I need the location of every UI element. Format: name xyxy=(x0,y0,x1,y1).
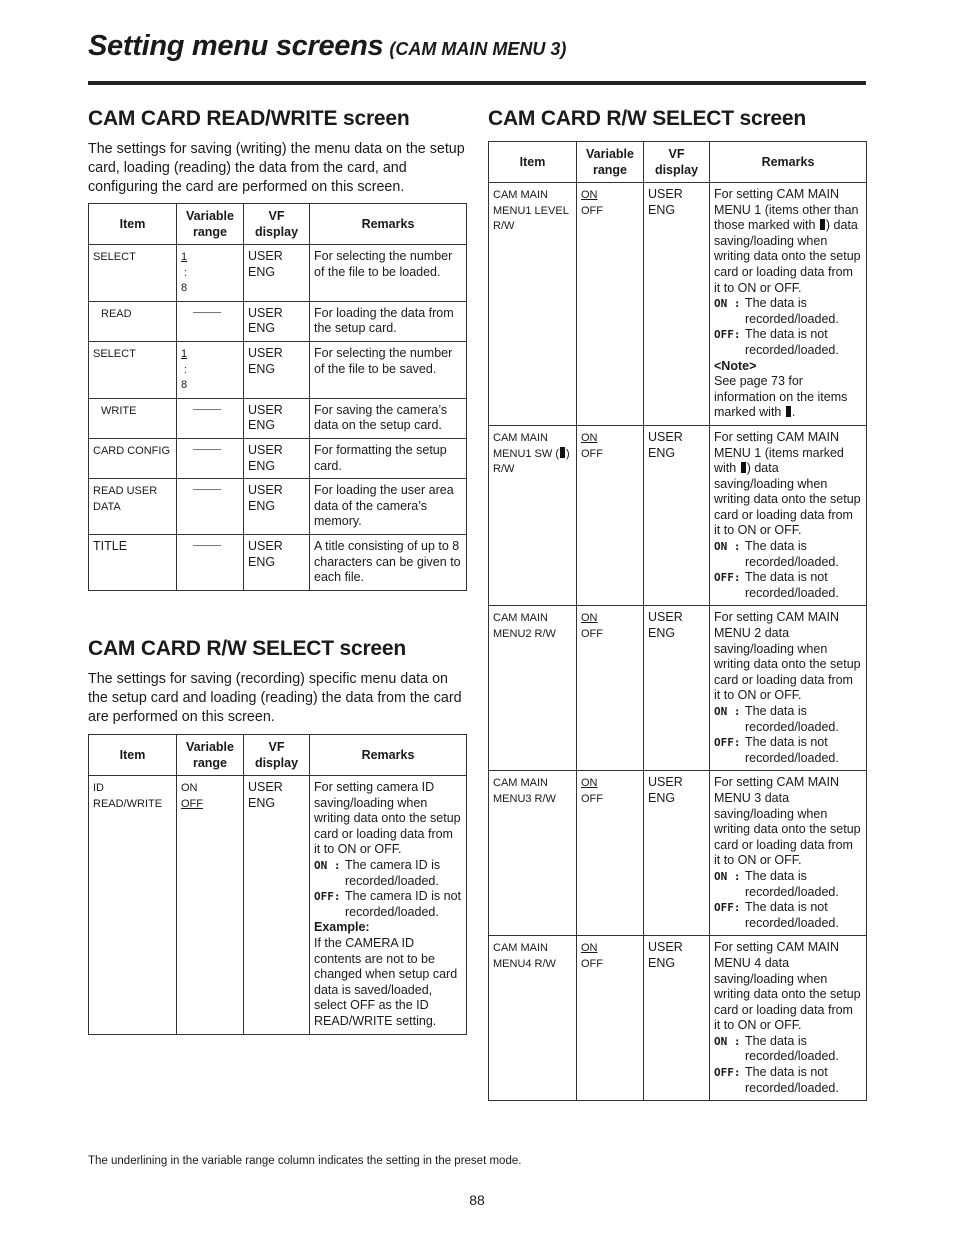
range-off: OFF xyxy=(181,797,203,810)
table-row xyxy=(489,771,867,936)
off-text: The data is not recorded/loaded. xyxy=(745,1065,839,1095)
table-row xyxy=(489,183,867,426)
item-cell xyxy=(489,425,577,606)
vf-cell: USER ENG xyxy=(644,771,710,936)
on-key: ON : xyxy=(314,858,341,872)
remarks-part: ) data saving/loading when writing data onto the setup card or loading data from it to ON or OFF. xyxy=(714,218,861,295)
vf-cell: USER ENG xyxy=(644,936,710,1101)
item-cell: CARD CONFIG xyxy=(89,438,177,478)
range-cell xyxy=(577,936,644,1101)
table-row xyxy=(89,301,467,341)
note-part: See page 73 for information on the items marked with xyxy=(714,374,848,420)
vf-cell: USER ENG xyxy=(644,183,710,426)
table-row xyxy=(89,341,467,398)
range-on: ON xyxy=(181,782,198,794)
dash-mark xyxy=(193,409,221,410)
col-range-header: Variable range xyxy=(177,204,244,245)
range-top: 1 xyxy=(181,251,188,263)
dash-mark xyxy=(193,545,221,546)
range-cell xyxy=(177,245,244,302)
off-key: OFF: xyxy=(314,890,341,904)
off-text: The data is not recorded/loaded. xyxy=(745,900,839,930)
col-remarks-header: Remarks xyxy=(310,204,467,245)
remarks-cell: For formatting the setup card. xyxy=(310,438,467,478)
page-title: Setting menu screens xyxy=(88,30,384,62)
on-definition xyxy=(714,296,862,327)
remarks-cell xyxy=(310,776,467,1035)
note-label: <Note> xyxy=(714,358,757,373)
range-off: OFF xyxy=(581,447,603,460)
range-cell xyxy=(177,534,244,590)
page-subtitle: (CAM MAIN MENU 3) xyxy=(389,39,567,59)
range-off: OFF xyxy=(581,628,603,641)
on-text: The data is recorded/loaded. xyxy=(745,1033,839,1064)
table-row xyxy=(89,479,467,535)
item-part: CAM MAIN MENU1 SW ( xyxy=(493,431,559,460)
range-cell xyxy=(577,771,644,936)
col-range-header: Variable range xyxy=(177,735,244,776)
readwrite-table xyxy=(88,203,467,591)
marker-icon xyxy=(786,406,791,417)
on-definition xyxy=(714,869,862,900)
remarks-cell xyxy=(710,936,867,1101)
range-cell xyxy=(177,341,244,398)
range-cell xyxy=(577,183,644,426)
table-row xyxy=(89,534,467,590)
off-definition xyxy=(314,889,462,920)
range-bottom: 8 xyxy=(181,282,188,295)
vf-cell: USER ENG xyxy=(644,425,710,606)
item-cell: SELECT xyxy=(89,341,177,398)
example-text: If the CAMERA ID contents are not to be changed when setup card data is saved/loaded, select OFF as the ID READ/WRITE setting. xyxy=(314,935,458,1028)
dash-mark xyxy=(193,312,221,313)
vf-cell: USER ENG xyxy=(244,776,310,1035)
col-item-header: Item xyxy=(489,142,577,183)
rwselect-left-heading: CAM CARD R/W SELECT screen xyxy=(88,637,407,660)
off-key: OFF: xyxy=(714,1066,741,1080)
off-key: OFF: xyxy=(714,328,741,342)
vf-cell: USER ENG xyxy=(244,398,310,438)
vf-cell: USER ENG xyxy=(244,341,310,398)
on-text: The data is recorded/loaded. xyxy=(745,868,839,899)
range-bottom: 8 xyxy=(181,379,188,392)
on-text: The camera ID is recorded/loaded. xyxy=(345,857,441,888)
table-row xyxy=(489,936,867,1101)
rwselect-right-heading: CAM CARD R/W SELECT screen xyxy=(488,107,807,130)
item-cell: SELECT xyxy=(89,245,177,302)
item-cell: ID READ/WRITE xyxy=(89,776,177,1035)
range-off: OFF xyxy=(581,204,603,217)
rwselect-right-table xyxy=(488,141,867,1101)
range-top: 1 xyxy=(181,347,188,360)
page-number: 88 xyxy=(469,1192,485,1208)
range-cell xyxy=(177,479,244,535)
range-mid: : xyxy=(184,363,188,376)
range-cell xyxy=(177,776,244,1035)
table-row xyxy=(489,606,867,771)
item-cell: CAM MAIN MENU3 R/W xyxy=(489,771,577,936)
off-text: The data is not recorded/loaded. xyxy=(745,735,839,765)
off-definition xyxy=(714,570,862,601)
vf-cell: USER ENG xyxy=(244,479,310,535)
on-definition xyxy=(714,539,862,570)
range-on: ON xyxy=(581,777,598,790)
range-on: ON xyxy=(581,189,598,201)
note-text xyxy=(714,374,862,421)
range-cell xyxy=(177,301,244,341)
remarks-cell xyxy=(710,183,867,426)
range-off: OFF xyxy=(581,792,603,805)
vf-cell: USER ENG xyxy=(644,606,710,771)
readwrite-intro: The settings for saving (writing) the menu data on the setup card, loading (reading) the data from the card, and configuring the card are performed on this screen. xyxy=(88,141,465,195)
remarks-text: For setting CAM MAIN MENU 3 data saving/loading when writing data onto the setup card or loading data from it to ON or OFF. xyxy=(714,775,861,868)
remarks-text: For setting CAM MAIN MENU 4 data saving/loading when writing data onto the setup card or loading data from it to ON or OFF. xyxy=(714,940,861,1033)
remarks-cell xyxy=(710,425,867,606)
remarks-text xyxy=(714,430,862,539)
vf-cell: USER ENG xyxy=(244,245,310,302)
remarks-cell: For selecting the number of the file to be saved. xyxy=(310,341,467,398)
vf-cell: USER ENG xyxy=(244,534,310,590)
on-key: ON : xyxy=(714,705,741,718)
col-vf-header: VF display xyxy=(244,204,310,245)
rwselect-right-section xyxy=(488,106,866,132)
remarks-part: ) data saving/loading when writing data onto the setup card or loading data from it to ON or OFF. xyxy=(714,461,861,538)
col-vf-header: VF display xyxy=(244,735,310,776)
table-row xyxy=(89,438,467,478)
remarks-cell: For loading the data from the setup card. xyxy=(310,301,467,341)
col-item-header: Item xyxy=(89,735,177,776)
footnote: The underlining in the variable range column indicates the setting in the preset mode. xyxy=(88,1155,522,1167)
rwselect-left-section xyxy=(88,636,466,727)
readwrite-section xyxy=(88,106,466,197)
readwrite-heading: CAM CARD READ/WRITE screen xyxy=(88,107,410,130)
off-text: The camera ID is not recorded/loaded. xyxy=(345,889,462,919)
on-key: ON : xyxy=(714,869,741,883)
on-text: The data is recorded/loaded. xyxy=(745,296,839,326)
range-cell xyxy=(177,438,244,478)
example-label: Example: xyxy=(314,920,370,935)
readwrite-table-wrap xyxy=(88,203,466,591)
off-definition xyxy=(714,1065,862,1096)
item-part: ) R/W xyxy=(493,447,570,476)
on-definition xyxy=(314,858,462,889)
col-item-header: Item xyxy=(89,204,177,245)
table-row xyxy=(489,425,867,606)
off-key: OFF: xyxy=(714,901,741,915)
on-text: The data is recorded/loaded. xyxy=(745,704,839,734)
on-key: ON : xyxy=(714,540,741,554)
off-text: The data is not recorded/loaded. xyxy=(745,570,839,600)
remarks-cell: For loading the user area data of the camera’s memory. xyxy=(310,479,467,535)
off-definition xyxy=(714,735,862,766)
remarks-text xyxy=(714,187,862,296)
item-cell: READ xyxy=(89,301,177,341)
off-key: OFF: xyxy=(714,571,741,585)
item-cell: CAM MAIN MENU2 R/W xyxy=(489,606,577,771)
range-cell xyxy=(577,606,644,771)
rwselect-right-table-wrap xyxy=(488,141,866,1101)
remarks-text: For setting CAM MAIN MENU 2 data saving/loading when writing data onto the setup card or loading data from it to ON or OFF. xyxy=(714,610,861,703)
table-row xyxy=(89,776,467,1035)
range-on: ON xyxy=(581,431,598,444)
col-vf-header: VF display xyxy=(644,142,710,183)
col-remarks-header: Remarks xyxy=(310,735,467,776)
remarks-cell: For saving the camera’s data on the setup card. xyxy=(310,398,467,438)
col-remarks-header: Remarks xyxy=(710,142,867,183)
remarks-cell: A title consisting of up to 8 characters can be given to each file. xyxy=(310,534,467,590)
on-definition xyxy=(714,1034,862,1065)
on-key: ON : xyxy=(714,1034,741,1048)
marker-icon xyxy=(560,447,565,458)
range-cell xyxy=(577,425,644,606)
remarks-text: For setting camera ID saving/loading when writing data onto the setup card or loading data from it to ON or OFF. xyxy=(314,780,461,857)
off-text: The data is not recorded/loaded. xyxy=(745,327,839,357)
range-off: OFF xyxy=(581,957,603,970)
item-cell: WRITE xyxy=(89,398,177,438)
item-cell: TITLE xyxy=(89,534,177,590)
range-mid: : xyxy=(184,266,188,279)
off-definition xyxy=(714,900,862,931)
table-row xyxy=(89,245,467,302)
range-on: ON xyxy=(581,942,598,955)
off-definition xyxy=(714,327,862,358)
item-cell: CAM MAIN MENU4 R/W xyxy=(489,936,577,1101)
col-range-header: Variable range xyxy=(577,142,644,183)
rwselect-left-table-wrap xyxy=(88,734,466,1035)
dash-mark xyxy=(193,489,221,490)
vf-cell: USER ENG xyxy=(244,301,310,341)
remarks-cell xyxy=(710,771,867,936)
header-rule xyxy=(88,81,866,85)
note-part: . xyxy=(791,405,796,420)
dash-mark xyxy=(193,449,221,450)
table-row xyxy=(89,398,467,438)
remarks-part: For setting CAM MAIN MENU 1 (items other than those marked with xyxy=(714,187,859,233)
rwselect-left-intro: The settings for saving (recording) specific menu data on the setup card and loading (reading) the data from the card are performed on this screen. xyxy=(88,671,462,725)
item-cell: READ USER DATA xyxy=(89,479,177,535)
vf-cell: USER ENG xyxy=(244,438,310,478)
remarks-cell xyxy=(710,606,867,771)
off-key: OFF: xyxy=(714,736,741,750)
range-cell xyxy=(177,398,244,438)
marker-icon xyxy=(741,462,746,473)
page-header xyxy=(88,30,866,63)
item-cell: CAM MAIN MENU1 LEVEL R/W xyxy=(489,183,577,426)
marker-icon xyxy=(820,219,825,230)
range-on: ON xyxy=(581,612,598,625)
rwselect-left-table xyxy=(88,734,467,1035)
remarks-cell: For selecting the number of the file to be loaded. xyxy=(310,245,467,302)
on-key: ON : xyxy=(714,297,741,311)
remarks-part: For setting CAM MAIN MENU 1 (items marked with xyxy=(714,429,844,476)
on-text: The data is recorded/loaded. xyxy=(745,539,839,569)
on-definition xyxy=(714,704,862,735)
